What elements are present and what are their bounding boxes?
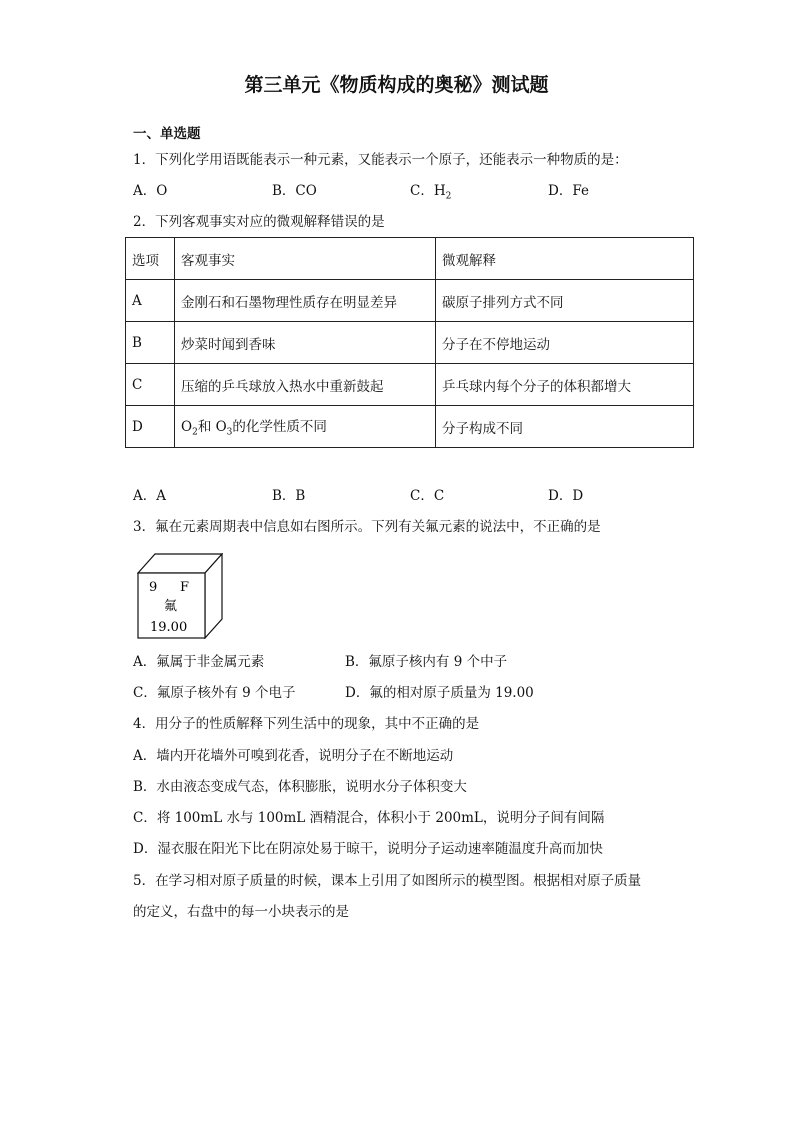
- row-explanation: 乒乓球内每个分子的体积都增大: [436, 364, 694, 406]
- row-explanation: 分子构成不同: [436, 406, 694, 448]
- q5-stem-line2: 的定义，右盘中的每一小块表示的是: [133, 904, 349, 920]
- q4-stem: 4．用分子的性质解释下列生活中的现象，其中不正确的是: [133, 716, 480, 732]
- table-row: [126, 364, 694, 406]
- q2-option-c: C．C: [410, 488, 445, 504]
- q5-stem-line1: 5．在学习相对原子质量的时候，课本上引用了如图所示的模型图。根据相对原子质量: [133, 873, 642, 889]
- q4-option-b: B．水由液态变成气态，体积膨胀，说明水分子体积变大: [133, 779, 467, 795]
- q3-option-a: A．氟属于非金属元素: [133, 654, 265, 670]
- q4-option-a: A．墙内开花墙外可嗅到花香，说明分子在不断地运动: [133, 748, 454, 764]
- row-fact: 金刚石和石墨物理性质存在明显差异: [175, 280, 436, 322]
- q2-option-d: D．D: [548, 488, 584, 504]
- q1-option-a: A．O: [133, 183, 168, 199]
- q1-option-b: B．CO: [272, 183, 317, 199]
- row-fact: 压缩的乒乓球放入热水中重新鼓起: [175, 364, 436, 406]
- element-mass: 19.00: [150, 620, 188, 635]
- row-label: A: [126, 280, 175, 322]
- q3-option-d: D．氟的相对原子质量为 19.00: [345, 685, 534, 701]
- q1-option-d: D．Fe: [548, 183, 589, 199]
- q1-option-c: C．$H_2$: [410, 183, 452, 202]
- q4-option-d: D．湿衣服在阳光下比在阴凉处易于晾干，说明分子运动速率随温度升高而加快: [133, 841, 603, 857]
- row-explanation: 分子在不停地运动: [436, 322, 694, 364]
- header-fact: 客观事实: [175, 238, 436, 280]
- element-symbol: F: [180, 580, 190, 595]
- table-row: [126, 280, 694, 322]
- row-fact: 炒菜时闻到香味: [175, 322, 436, 364]
- q2-option-b: B．B: [272, 488, 306, 504]
- row-explanation: 碳原子排列方式不同: [436, 280, 694, 322]
- facts-table: [125, 237, 694, 448]
- q1-stem: 1．下列化学用语既能表示一种元素，又能表示一个原子，还能表示一种物质的是：: [133, 152, 628, 168]
- element-name: 氟: [164, 599, 178, 614]
- row-label: C: [126, 364, 175, 406]
- q3-stem: 3．氟在元素周期表中信息如右图所示。下列有关氟元素的说法中，不正确的是: [133, 519, 601, 535]
- q3-option-c: C．氟原子核外有 9 个电子: [133, 685, 296, 701]
- table-header-row: [126, 238, 694, 280]
- table-row: [126, 322, 694, 364]
- header-explanation: 微观解释: [436, 238, 694, 280]
- element-number: 9: [149, 580, 158, 595]
- q3-option-b: B．氟原子核内有 9 个中子: [345, 654, 508, 670]
- q2-option-a: A．A: [133, 488, 166, 504]
- header-option: 选项: [126, 238, 175, 280]
- row-fact: $O_2$和 $O_3$的化学性质不同: [175, 406, 436, 448]
- table-row: [126, 406, 694, 448]
- page-title: 第三单元《物质构成的奥秘》测试题: [244, 74, 549, 96]
- row-label: B: [126, 322, 175, 364]
- element-cell-diagram: [137, 553, 223, 639]
- q4-option-c: C．将 100mL 水与 100mL 酒精混合，体积小于 200mL，说明分子间有间隔: [133, 810, 605, 826]
- row-label: D: [126, 406, 175, 448]
- section-heading: 一、单选题: [133, 126, 201, 142]
- q2-stem: 2．下列客观事实对应的微观解释错误的是: [133, 214, 385, 230]
